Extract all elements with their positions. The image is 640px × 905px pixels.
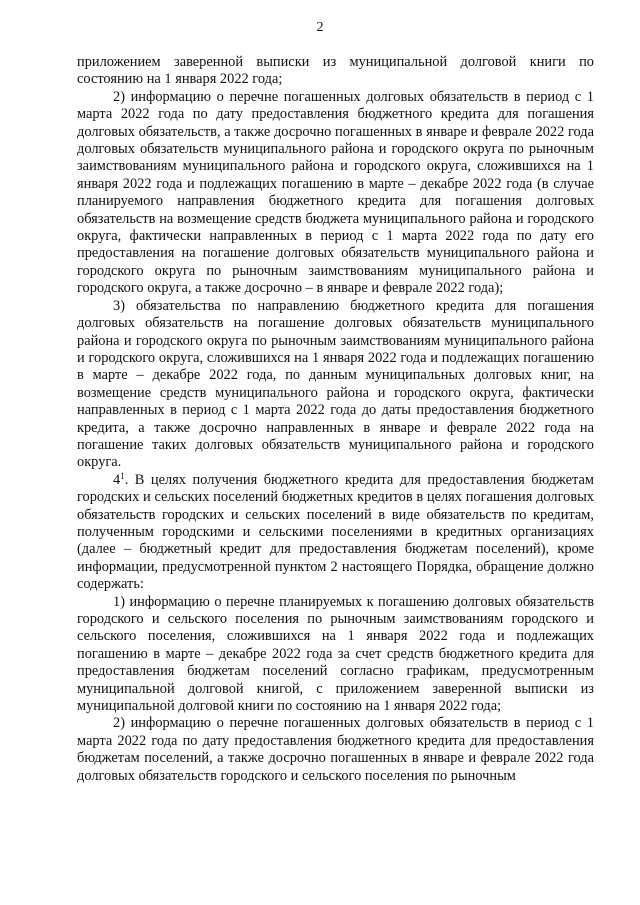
- section-text: . В целях получения бюджетного кредита для предоставления бюджетам городских и сельских поселений бюджетных кредитов в целях погашения долговых обязательств городских и сельских поселений в виде обязательств по кредитам, полученным городскими и сельскими поселениями в кредитных организациях (далее – бюджетный кредит для предоставления бюджетам поселений), кроме информации, предусмотренной пунктом 2 настоящего Порядка, обращение должно содержать:: [77, 471, 594, 593]
- paragraph-section-4-1: [77, 472, 594, 594]
- paragraph-continuation: приложением заверенной выписки из муниципальной долговой книги по состоянию на 1 января 2022 года;: [77, 54, 594, 88]
- paragraph-subitem-1: 1) информацию о перечне планируемых к погашению долговых обязательств городского и сельского поселения по рыночным заимствованиям городского и сельского поселения, сложившихся на 1 января 2022 года и подлежащих погашению в марте – декабре 2022 года за счет средств бюджетного кредита для предоставления бюджетам поселений согласно графикам, предусмотренным муниципальной долговой книгой, с приложением заверенной выписки из муниципальной долговой книги по состоянию на 1 января 2022 года;: [77, 593, 594, 715]
- section-superscript: 1: [120, 470, 125, 481]
- paragraph-item-2: 2) информацию о перечне погашенных долговых обязательств в период с 1 марта 2022 года по дату предоставления бюджетного кредита для погашения долговых обязательств, а также досрочно погашенных в январе и феврале 2022 года долговых обязательств муниципального района и городского округа по рыночным заимствованиям муниципального района и городского округа, сложившихся на 1 января 2022 года и подлежащих погашению в марте – декабре 2022 года (в случае планируемого направления бюджетного кредита для погашения долговых обязательств на возмещение средств бюджета муниципального района и городского округа, фактически направленных в период с 1 марта 2022 года по дату его предоставления на погашение долговых обязательств муниципального района и городского округа по рыночным заимствованиям муниципального района и городского округа, а также досрочно – в январе и феврале 2022 года);: [77, 88, 594, 297]
- paragraph-item-3: 3) обязательства по направлению бюджетного кредита для погашения долговых обязательств на погашение долговых обязательств муниципального района и городского округа по рыночным заимствованиям муниципального района и городского округа, сложившихся на 1 января 2022 года и подлежащих погашению в марте – декабре 2022 года, по данным муниципальных долговых книг, на возмещение средств муниципального района и городского округа, фактически направленных в период с 1 марта 2022 года до даты предоставления бюджетного кредита, а также досрочно направленных в январе и феврале 2022 года на погашение таких долговых обязательств муниципального района и городского округа.: [77, 297, 594, 471]
- section-number: 4: [113, 471, 121, 488]
- document-body: [77, 54, 594, 785]
- page-number: 2: [316, 20, 324, 35]
- paragraph-subitem-2: 2) информацию о перечне погашенных долговых обязательств в период с 1 марта 2022 года по дату предоставления бюджетного кредита для предоставления бюджетам поселений, а также досрочно погашенных в январе и феврале 2022 года долговых обязательств городского и сельского поселения по рыночным: [77, 715, 594, 784]
